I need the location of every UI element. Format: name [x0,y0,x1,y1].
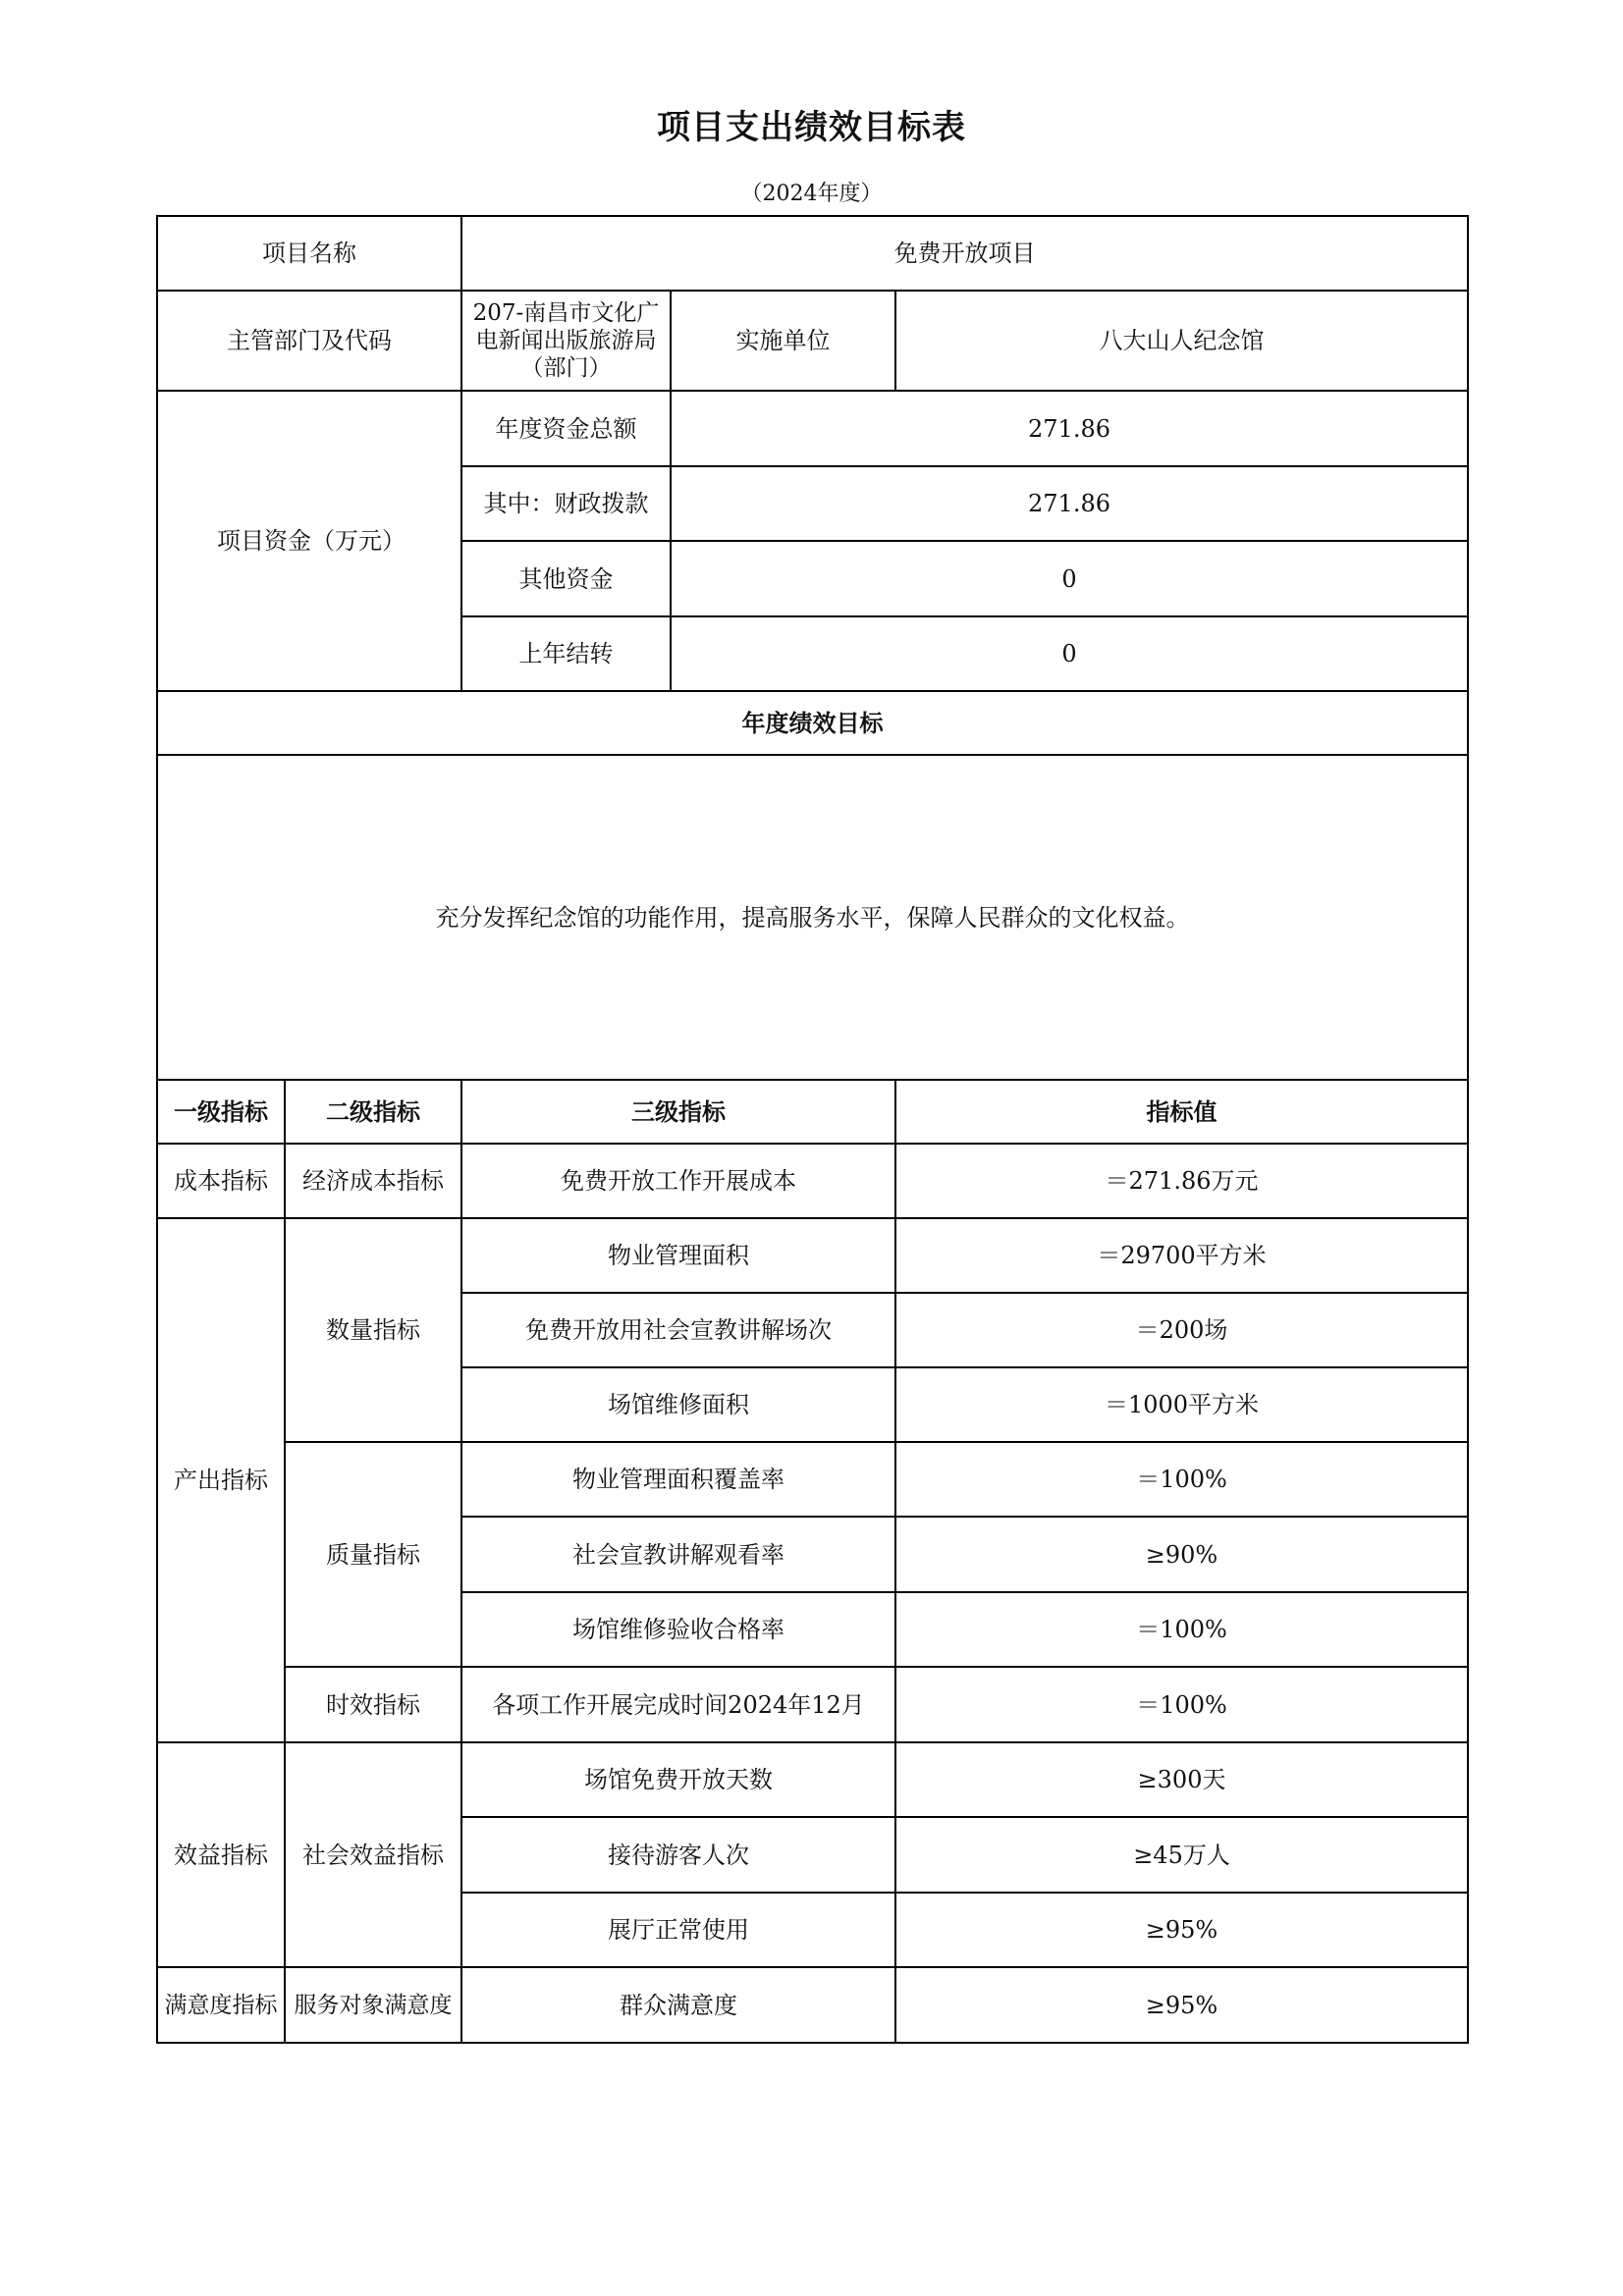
table-row [157,1144,1468,1218]
indicator-value: ＝100% [895,1442,1468,1517]
indicator-name: 物业管理面积覆盖率 [461,1442,895,1517]
table-row [157,1667,1468,1742]
indicator-value: ≥300天 [895,1742,1468,1817]
indicator-value: ＝1000平方米 [895,1367,1468,1442]
indicator-name: 场馆维修面积 [461,1367,895,1442]
indicator-name: 场馆维修验收合格率 [461,1592,895,1667]
level1-cost: 成本指标 [157,1144,285,1218]
level2-quality: 质量指标 [285,1442,461,1667]
row-funds-total [157,391,1468,466]
department-value: 207-南昌市文化广电新闻出版旅游局（部门） [461,291,671,391]
row-project-name [157,216,1468,291]
indicator-name: 场馆免费开放天数 [461,1742,895,1817]
project-funds-label: 项目资金（万元） [157,391,461,691]
funds-item-label: 上年结转 [461,616,671,691]
level2-economic-cost: 经济成本指标 [285,1144,461,1218]
indicator-value: ≥90% [895,1517,1468,1592]
funds-item-value: 0 [671,541,1468,616]
table-row [157,1967,1468,2043]
row-annual-goal [157,755,1468,1080]
page-title: 项目支出绩效目标表 [657,108,966,147]
column-header-level1: 一级指标 [157,1080,285,1144]
table-row [157,1218,1468,1293]
department-label: 主管部门及代码 [157,291,461,391]
performance-target-table [156,215,1469,2044]
funds-item-value: 271.86 [671,466,1468,541]
column-header-level2: 二级指标 [285,1080,461,1144]
row-column-headers [157,1080,1468,1144]
implementing-unit-label: 实施单位 [671,291,895,391]
indicator-name: 免费开放用社会宣教讲解场次 [461,1293,895,1367]
level2-quantity: 数量指标 [285,1218,461,1442]
annual-goal-text: 充分发挥纪念馆的功能作用，提高服务水平，保障人民群众的文化权益。 [157,755,1468,1080]
indicator-name: 接待游客人次 [461,1817,895,1893]
indicator-name: 各项工作开展完成时间2024年12月 [461,1667,895,1742]
funds-item-label: 其他资金 [461,541,671,616]
funds-item-label: 年度资金总额 [461,391,671,466]
column-header-level3: 三级指标 [461,1080,895,1144]
indicator-name: 群众满意度 [461,1967,895,2043]
level2-timeliness: 时效指标 [285,1667,461,1742]
indicator-name: 物业管理面积 [461,1218,895,1293]
project-name-label: 项目名称 [157,216,461,291]
indicator-value: ＝100% [895,1667,1468,1742]
funds-item-label: 其中：财政拨款 [461,466,671,541]
level1-output: 产出指标 [157,1218,285,1742]
level2-social-benefit: 社会效益指标 [285,1742,461,1967]
fiscal-year: （2024年度） [740,182,883,206]
indicator-value: ＝29700平方米 [895,1218,1468,1293]
level2-service-satisfaction: 服务对象满意度 [285,1967,461,2043]
row-annual-goal-header [157,691,1468,755]
implementing-unit-value: 八大山人纪念馆 [895,291,1468,391]
indicator-name: 社会宣教讲解观看率 [461,1517,895,1592]
funds-item-value: 271.86 [671,391,1468,466]
level1-benefit: 效益指标 [157,1742,285,1967]
column-header-value: 指标值 [895,1080,1468,1144]
level1-satisfaction: 满意度指标 [157,1967,285,2043]
project-name-value: 免费开放项目 [461,216,1468,291]
indicator-value: ≥95% [895,1967,1468,2043]
table-row [157,1742,1468,1817]
indicator-value: ＝271.86万元 [895,1144,1468,1218]
funds-item-value: 0 [671,616,1468,691]
annual-goal-heading: 年度绩效目标 [157,691,1468,755]
row-department [157,291,1468,391]
indicator-value: ＝200场 [895,1293,1468,1367]
indicator-value: ＝100% [895,1592,1468,1667]
indicator-name: 展厅正常使用 [461,1893,895,1967]
table-row [157,1442,1468,1517]
indicator-value: ≥45万人 [895,1817,1468,1893]
indicator-name: 免费开放工作开展成本 [461,1144,895,1218]
indicator-value: ≥95% [895,1893,1468,1967]
